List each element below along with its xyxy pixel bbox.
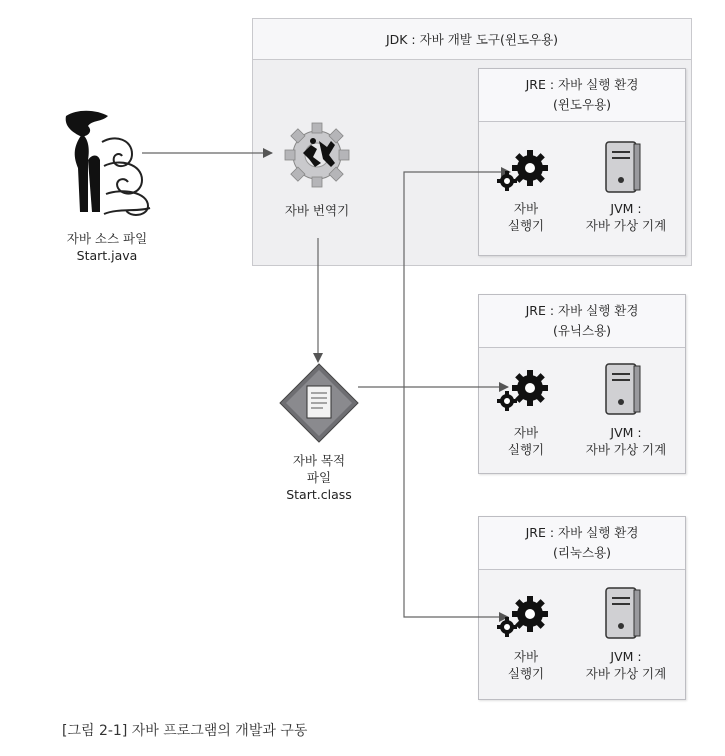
- jre-title-line1: JRE : 자바 실행 환경: [525, 525, 639, 540]
- jvm-label-line1: JVM :: [610, 649, 642, 664]
- jvm-server-icon: [604, 362, 642, 418]
- jre-title-line1: JRE : 자바 실행 환경: [525, 77, 639, 92]
- class-file-name-line1: 자바 목적: [292, 453, 346, 468]
- runner-label: [486, 648, 566, 682]
- jvm-server-icon: [604, 140, 642, 196]
- source-file-name-line2: Start.java: [76, 248, 138, 263]
- jvm-label-line2: 자바 가상 기계: [585, 442, 667, 457]
- figure-caption: [그림 2-1] 자바 프로그램의 개발과 구동: [62, 723, 308, 739]
- jvm-label-line2: 자바 가상 기계: [585, 666, 667, 681]
- runner-gears-icon: [494, 148, 556, 198]
- runner-label-line2: 실행기: [507, 442, 545, 457]
- class-file-icon: [278, 362, 360, 444]
- runner-label-line2: 실행기: [507, 666, 545, 681]
- runner-label-line1: 자바: [513, 649, 539, 664]
- jvm-label: [576, 200, 676, 234]
- source-file-icon: [58, 108, 154, 224]
- jvm-label: [576, 648, 676, 682]
- jre-title-line2: (유닉스용): [552, 323, 612, 338]
- jvm-label-line2: 자바 가상 기계: [585, 218, 667, 233]
- jre-title-line1: JRE : 자바 실행 환경: [525, 303, 639, 318]
- class-file-name-line2: 파일: [306, 470, 332, 485]
- runner-label-line1: 자바: [513, 425, 539, 440]
- compiler-label: 자바 번역기: [284, 203, 350, 218]
- compiler-gear-icon: [282, 120, 352, 190]
- jvm-server-icon: [604, 586, 642, 642]
- jvm-label-line1: JVM :: [610, 425, 642, 440]
- jdk-title: JDK : 자바 개발 도구(윈도우용): [253, 19, 691, 60]
- source-file-label: [52, 230, 162, 264]
- class-file-name-line3: Start.class: [286, 487, 352, 502]
- jre-title-line2: (윈도우용): [552, 97, 612, 112]
- runner-gears-icon: [494, 368, 556, 418]
- runner-gears-icon: [494, 594, 556, 644]
- runner-label-line1: 자바: [513, 201, 539, 216]
- source-file-name-line1: 자바 소스 파일: [66, 231, 148, 246]
- runner-label: [486, 424, 566, 458]
- arrow-class-to-jre3: [404, 387, 508, 617]
- jvm-label-line1: JVM :: [610, 201, 642, 216]
- runner-label: [486, 200, 566, 234]
- jvm-label: [576, 424, 676, 458]
- jre-title-line2: (리눅스용): [552, 545, 612, 560]
- runner-label-line2: 실행기: [507, 218, 545, 233]
- class-file-label: [264, 452, 374, 503]
